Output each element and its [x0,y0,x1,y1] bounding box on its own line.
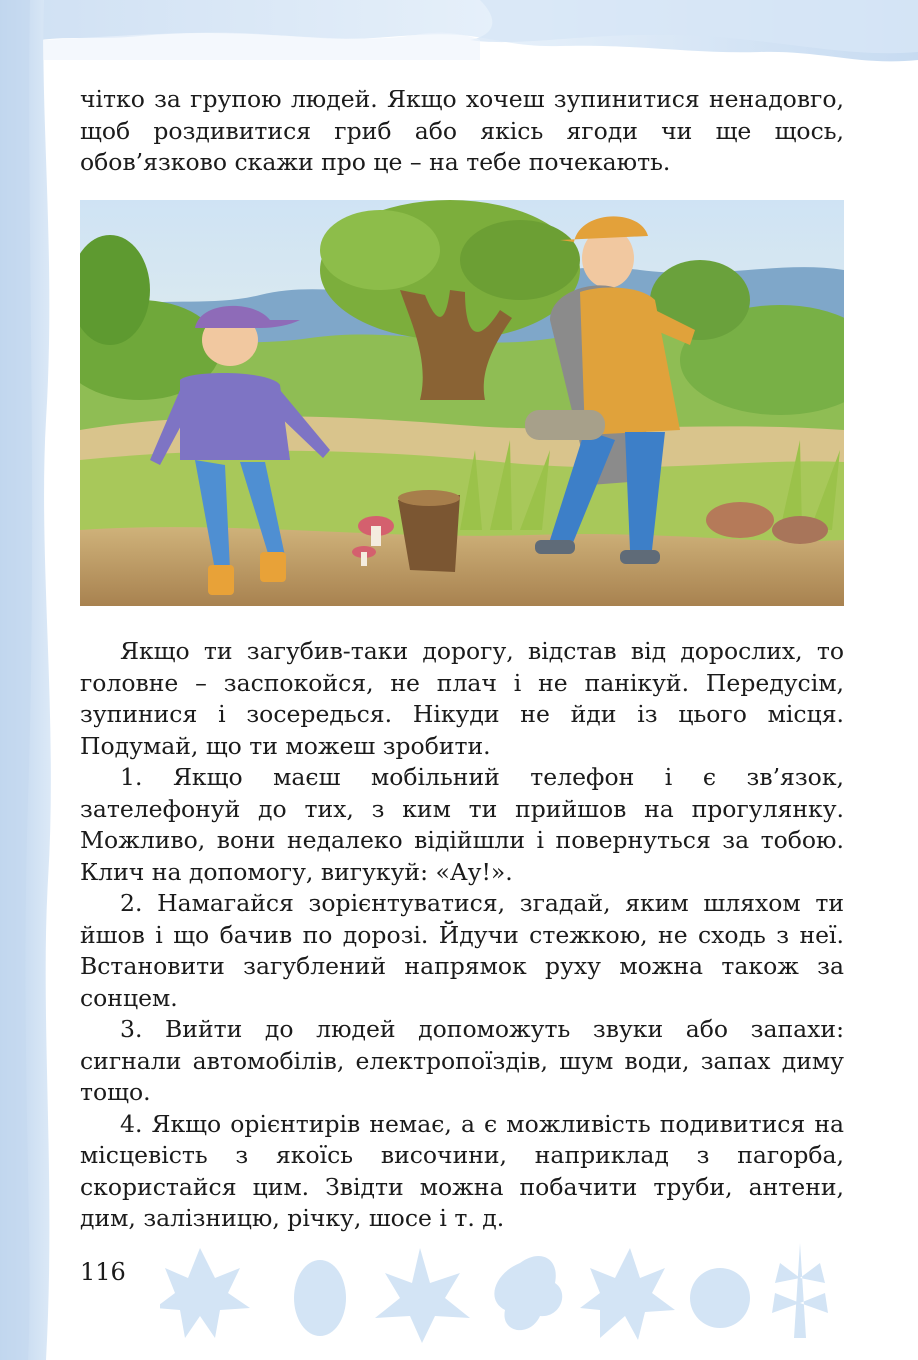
paragraph-intro: Якщо ти загубив-таки дорогу, відстав від дорослих, то головне – заспокойся, не плач і не панікуй. Передусім, зупинися і зосередься. Нікуди не йди із цього місця. Подумай, що ти можеш зробити. [80,637,844,760]
main-text [80,636,844,1235]
page-number: 116 [80,1258,126,1286]
leaf-decoration [160,1238,860,1348]
paragraph-item-3: 3. Вийти до людей допоможуть звуки або запахи: сигнали автомобілів, електропоїздів, шум води, запах диму тощо. [80,1015,844,1106]
paragraph-item-2: 2. Намагайся зорієнтуватися, згадай, яким шляхом ти йшов і що бачив по дорозі. Йдучи стежкою, не сходь з неї. Встановити загублений напрямок руху можна також за сонцем. [80,889,844,1012]
continued-paragraph [80,84,844,179]
paragraph-item-1: 1. Якщо маєш мобільний телефон і є зв’язок, зателефонуй до тих, з ким ти прийшов на прогулянку. Можливо, вони недалеко відійшли і повернуться за тобою. Клич на допомогу, вигукуй: «Ау!». [80,763,844,886]
paragraph-item-4: 4. Якщо орієнтирів немає, а є можливість подивитися на місцевість з якоїсь височини, наприклад з пагорба, скористайся цим. Звідти можна побачити труби, антени, дим, залізницю, річку, шосе і т. д. [80,1109,844,1232]
forest-illustration [80,200,844,606]
paragraph-text: чітко за групою людей. Якщо хочеш зупинитися ненадовго, щоб роздивитися гриб або якісь ягоди чи ще щось, обов’язково скажи про це – на тебе почекають. [80,85,844,176]
